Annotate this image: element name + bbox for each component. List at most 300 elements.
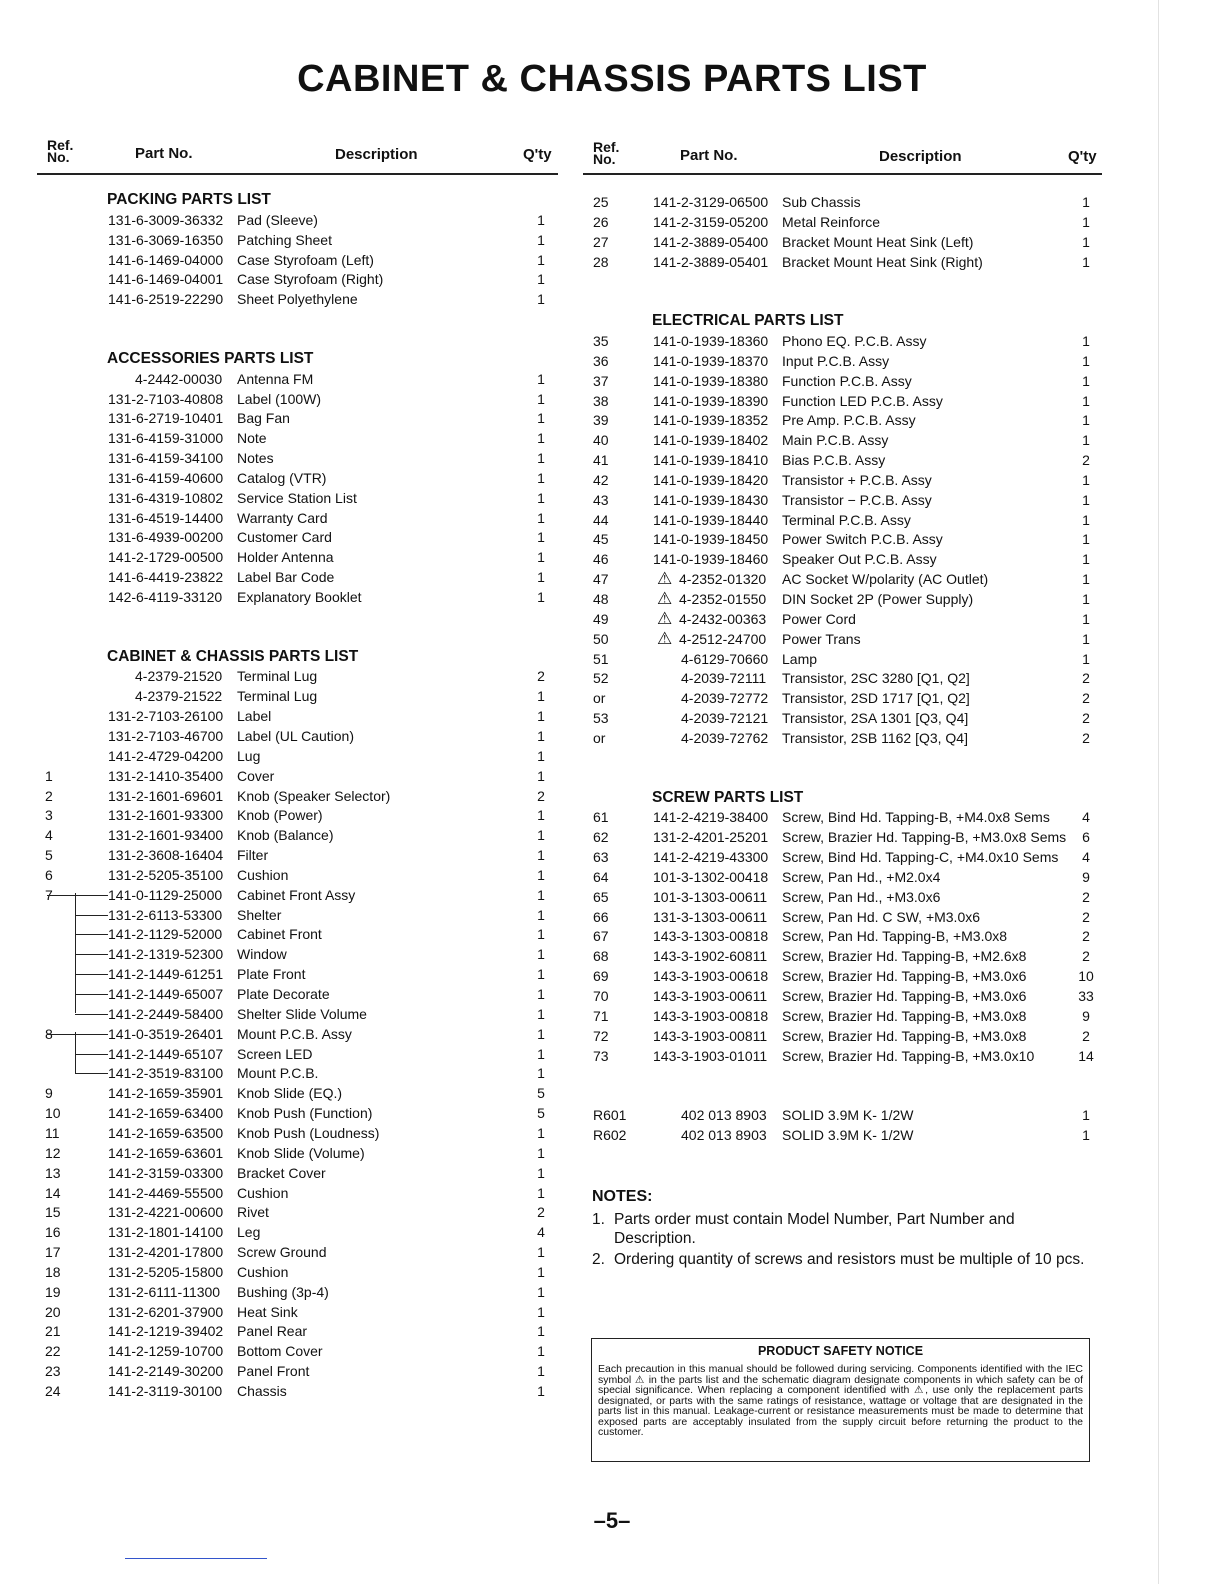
parts-row — [37, 448, 558, 468]
part-description: Input P.C.B. Assy — [782, 352, 890, 369]
ref-number: 67 — [593, 928, 609, 945]
note-number: 2. — [592, 1251, 605, 1268]
part-description: SOLID 3.9M K- 1/2W — [782, 1126, 914, 1143]
part-description: AC Socket W/polarity (AC Outlet) — [782, 571, 989, 588]
ref-number: 20 — [45, 1303, 61, 1320]
parts-row — [583, 331, 1102, 351]
part-number: 131-6-4159-40600 — [108, 469, 224, 486]
parts-row — [37, 527, 558, 547]
parts-row — [37, 1381, 558, 1401]
part-number: 141-2-3159-05200 — [653, 213, 769, 230]
ref-number: 71 — [593, 1007, 609, 1024]
quantity: 1 — [1082, 372, 1090, 389]
blank-row — [37, 607, 558, 627]
part-description: Bushing (3p-4) — [237, 1283, 329, 1300]
ref-header-line1: Ref. — [47, 137, 74, 153]
parts-row — [37, 1044, 558, 1064]
part-description: Transistor, 2SA 1301 [Q3, Q4] — [782, 710, 969, 727]
ref-number: 22 — [45, 1343, 61, 1360]
part-number: 131-6-4319-10802 — [108, 489, 224, 506]
part-number: 402 013 8903 — [681, 1126, 767, 1143]
part-number: 141-2-3159-03300 — [108, 1164, 224, 1181]
quantity: 2 — [1082, 690, 1090, 707]
tree-branch-line — [75, 1014, 108, 1015]
parts-row — [583, 371, 1102, 391]
qty-header-right: Q'ty — [1068, 148, 1097, 165]
part-number: 131-6-3069-16350 — [108, 231, 224, 248]
part-number: 141-2-3129-06500 — [653, 194, 769, 210]
part-description: Transistor, 2SD 1717 [Q1, Q2] — [782, 690, 970, 707]
part-number: 131-2-5205-35100 — [108, 866, 224, 883]
parts-row — [583, 609, 1102, 629]
part-number: 131-6-4159-31000 — [108, 430, 224, 447]
parts-row — [37, 1123, 558, 1143]
quantity: 2 — [1082, 1027, 1090, 1044]
part-description: Phono EQ. P.C.B. Assy — [782, 332, 927, 349]
parts-row — [37, 369, 558, 389]
part-number: 131-3-1303-00611 — [653, 908, 768, 925]
quantity: 1 — [537, 1283, 545, 1300]
safety-notice-title: PRODUCT SAFETY NOTICE — [757, 1344, 924, 1358]
part-description: Explanatory Booklet — [237, 589, 362, 605]
safety-warning-icon: ⚠ — [657, 628, 673, 648]
section-title: ACCESSORIES PARTS LIST — [107, 349, 314, 367]
ref-number: 1 — [45, 767, 53, 784]
note-item-2 — [592, 1250, 1092, 1290]
part-number: 141-2-1319-52300 — [108, 946, 224, 963]
part-number: 131-2-5205-15800 — [108, 1263, 224, 1280]
quantity: 1 — [537, 926, 545, 943]
part-description: Label — [237, 708, 272, 725]
quantity: 1 — [537, 1045, 545, 1062]
parts-row — [37, 766, 558, 786]
quantity: 1 — [1082, 352, 1090, 369]
part-description: Screw, Brazier Hd. Tapping-B, +M3.0x10 — [782, 1047, 1035, 1064]
quantity: 1 — [537, 211, 545, 228]
blank-row — [37, 329, 558, 349]
quantity: 2 — [1082, 452, 1090, 469]
part-description: Sub Chassis — [782, 194, 861, 210]
part-number: 141-2-4469-55500 — [108, 1184, 224, 1201]
part-description: Notes — [237, 450, 274, 467]
quantity: 2 — [537, 668, 545, 685]
part-description: Heat Sink — [237, 1303, 298, 1320]
parts-row — [37, 905, 558, 925]
ref-number: 52 — [593, 670, 609, 687]
ref-number: 64 — [593, 868, 609, 885]
quantity: 1 — [1082, 412, 1090, 429]
ref-number: 9 — [45, 1085, 53, 1102]
parts-row — [37, 1083, 558, 1103]
ref-number: 19 — [45, 1283, 61, 1300]
part-description: Function LED P.C.B. Assy — [782, 392, 943, 409]
part-number: 141-6-1469-04000 — [108, 251, 224, 268]
part-description: Cushion — [237, 1263, 289, 1280]
parts-row — [37, 428, 558, 448]
ref-number: 40 — [593, 432, 609, 449]
footer-rule — [125, 1558, 267, 1559]
ref-number: 48 — [593, 591, 609, 607]
part-description: Knob (Power) — [237, 807, 323, 824]
ref-header-line2: No. — [593, 151, 616, 167]
quantity: 1 — [537, 430, 545, 447]
part-description: Panel Front — [237, 1363, 310, 1380]
parts-row — [583, 1105, 1102, 1125]
quantity: 1 — [537, 708, 545, 725]
ref-number: 36 — [593, 352, 609, 369]
parts-row — [37, 1202, 558, 1222]
part-number: 4-2352-01550 — [679, 591, 767, 607]
quantity: 1 — [1082, 630, 1090, 647]
parts-row — [583, 668, 1102, 688]
quantity: 1 — [537, 1005, 545, 1022]
quantity: 1 — [1082, 571, 1090, 588]
ref-number: 6 — [45, 866, 53, 883]
ref-number: 11 — [45, 1124, 60, 1141]
note-item-1 — [592, 1210, 1092, 1250]
quantity: 5 — [537, 1085, 545, 1102]
part-description: Terminal Lug — [237, 668, 318, 685]
quantity: 4 — [1082, 809, 1090, 826]
parts-row — [583, 351, 1102, 371]
quantity: 1 — [1082, 591, 1090, 607]
part-description: Holder Antenna — [237, 549, 334, 566]
part-number: 131-2-6113-53300 — [108, 906, 223, 923]
ref-number: 68 — [593, 948, 609, 965]
part-description: Pre Amp. P.C.B. Assy — [782, 412, 916, 429]
part-number: 141-0-1939-18380 — [653, 372, 769, 389]
part-number: 4-2039-72772 — [681, 690, 769, 707]
notes-title: NOTES: — [592, 1188, 653, 1205]
part-description: Function P.C.B. Assy — [782, 372, 912, 389]
tree-branch-line — [75, 994, 108, 995]
parts-row — [583, 212, 1102, 232]
parts-row — [37, 230, 558, 250]
parts-row — [583, 589, 1102, 609]
part-description: Knob Slide (Volume) — [237, 1144, 365, 1161]
ref-number: 26 — [593, 213, 609, 230]
tree-branch-line — [47, 1034, 108, 1035]
ref-number: 17 — [45, 1244, 61, 1261]
quantity: 1 — [537, 1303, 545, 1320]
note-number: 1. — [592, 1211, 605, 1228]
parts-row — [37, 408, 558, 428]
part-description: Screw, Pan Hd. C SW, +M3.0x6 — [782, 908, 981, 925]
part-description: Screw, Bind Hd. Tapping-B, +M4.0x8 Sems — [782, 809, 1050, 826]
part-number: 101-3-1302-00418 — [653, 868, 769, 885]
part-number: 131-6-4939-00200 — [108, 529, 224, 546]
section-heading — [37, 349, 558, 369]
part-description: Cushion — [237, 866, 289, 883]
section-title: SCREW PARTS LIST — [652, 788, 804, 806]
ref-number: 16 — [45, 1224, 61, 1241]
ref-number: 27 — [593, 233, 609, 250]
part-description: Screw, Bind Hd. Tapping-C, +M4.0x10 Sems — [782, 849, 1059, 866]
parts-row — [37, 1321, 558, 1341]
part-number: 131-2-1801-14100 — [108, 1224, 224, 1241]
part-description: Knob Slide (EQ.) — [237, 1085, 343, 1102]
parts-row — [583, 946, 1102, 966]
blank-row — [37, 309, 558, 329]
ref-number: 13 — [45, 1164, 61, 1181]
quantity: 1 — [1082, 531, 1090, 548]
part-description: Bottom Cover — [237, 1343, 323, 1360]
parts-row — [583, 708, 1102, 728]
quantity: 1 — [537, 410, 545, 427]
header-rule-right — [583, 173, 1102, 175]
part-description: Customer Card — [237, 529, 332, 546]
part-description: Screw, Pan Hd. Tapping-B, +M3.0x8 — [782, 928, 1008, 945]
part-description: Cover — [237, 767, 275, 784]
ref-number: R602 — [593, 1126, 627, 1143]
part-description: Bias P.C.B. Assy — [782, 452, 886, 469]
quantity: 2 — [1082, 710, 1090, 727]
part-number: 131-2-4221-00600 — [108, 1204, 224, 1221]
quantity: 1 — [537, 1164, 545, 1181]
part-description: Transistor, 2SC 3280 [Q1, Q2] — [782, 670, 970, 687]
parts-row — [37, 1341, 558, 1361]
parts-row — [583, 887, 1102, 907]
parts-row — [37, 1282, 558, 1302]
parts-row — [583, 569, 1102, 589]
quantity: 4 — [1082, 849, 1090, 866]
ref-number: 44 — [593, 511, 609, 528]
ref-number: or — [593, 729, 606, 746]
part-description: Chassis — [237, 1383, 287, 1399]
quantity: 10 — [1078, 968, 1094, 985]
part-number: 141-0-1939-18440 — [653, 511, 769, 528]
blank-row — [583, 768, 1102, 788]
parts-row — [583, 470, 1102, 490]
product-safety-notice — [591, 1338, 1090, 1462]
part-description: Label (100W) — [237, 390, 322, 407]
quantity: 1 — [537, 1184, 545, 1201]
quantity: 14 — [1078, 1047, 1094, 1064]
parts-row — [583, 728, 1102, 748]
part-number: 141-2-1659-63500 — [108, 1124, 224, 1141]
ref-number: 5 — [45, 847, 53, 864]
ref-number: 65 — [593, 888, 609, 905]
ref-number: R601 — [593, 1107, 627, 1124]
part-description: Metal Reinforce — [782, 213, 881, 230]
ref-number: 3 — [45, 807, 53, 824]
tree-branch-line — [75, 954, 108, 955]
part-number: 141-6-2519-22290 — [108, 291, 224, 308]
quantity: 1 — [537, 727, 545, 744]
part-number: 4-2379-21520 — [135, 668, 223, 685]
quantity: 1 — [537, 1343, 545, 1360]
header-rule-left — [37, 173, 558, 175]
ref-number: 50 — [593, 630, 609, 647]
part-description: Cabinet Front Assy — [237, 886, 356, 903]
blank-row — [583, 1065, 1102, 1085]
parts-row — [37, 547, 558, 567]
parts-row — [37, 746, 558, 766]
parts-row — [37, 1242, 558, 1262]
quantity: 1 — [537, 589, 545, 605]
quantity: 1 — [537, 1244, 545, 1261]
parts-row — [583, 986, 1102, 1006]
parts-row — [583, 807, 1102, 827]
ref-number: 69 — [593, 968, 609, 985]
section-heading — [37, 190, 558, 210]
parts-row — [37, 587, 558, 607]
part-number: 141-0-1939-18370 — [653, 352, 769, 369]
part-number: 141-6-4419-23822 — [108, 569, 224, 586]
parts-row — [37, 805, 558, 825]
part-number: 141-2-1659-63601 — [108, 1144, 224, 1161]
quantity: 2 — [1082, 670, 1090, 687]
safety-warning-icon: ⚠ — [657, 608, 673, 628]
part-number: 141-2-1219-39402 — [108, 1323, 224, 1340]
part-number: 143-3-1902-60811 — [653, 948, 768, 965]
part-number: 131-2-7103-46700 — [108, 727, 224, 744]
ref-number: 35 — [593, 332, 609, 349]
parts-row — [583, 688, 1102, 708]
blank-row — [37, 627, 558, 647]
blank-row — [583, 1085, 1102, 1105]
parts-row — [37, 1262, 558, 1282]
parts-row — [583, 529, 1102, 549]
part-number: 131-6-4519-14400 — [108, 509, 224, 526]
part-description: SOLID 3.9M K- 1/2W — [782, 1107, 914, 1124]
part-description: Shelter Slide Volume — [237, 1005, 367, 1022]
part-description: Mount P.C.B. — [237, 1065, 319, 1082]
section-heading — [583, 311, 1102, 331]
section-heading — [583, 788, 1102, 808]
part-description: Cushion — [237, 1184, 289, 1201]
part-description: Knob Push (Function) — [237, 1105, 373, 1122]
ref-number: 4 — [45, 827, 53, 844]
tree-branch-line — [75, 1073, 108, 1074]
ref-number: 66 — [593, 908, 609, 925]
part-description: Pad (Sleeve) — [237, 211, 318, 228]
quantity: 1 — [1082, 491, 1090, 508]
part-description: Case Styrofoam (Left) — [237, 251, 374, 268]
part-number: 131-2-7103-26100 — [108, 708, 224, 725]
ref-number: 18 — [45, 1263, 61, 1280]
part-number: 141-2-3889-05401 — [653, 253, 769, 270]
parts-row — [583, 391, 1102, 411]
quantity: 6 — [1082, 829, 1090, 846]
parts-row — [37, 1183, 558, 1203]
ref-number: 46 — [593, 551, 609, 568]
parts-row — [37, 924, 558, 944]
parts-row — [37, 1302, 558, 1322]
ref-number: 62 — [593, 829, 609, 846]
parts-row — [37, 508, 558, 528]
part-description: Plate Front — [237, 966, 306, 983]
part-description: Lug — [237, 747, 261, 764]
parts-row — [37, 686, 558, 706]
part-description: Screw, Brazier Hd. Tapping-B, +M2.6x8 — [782, 948, 1027, 965]
quantity: 1 — [537, 886, 545, 903]
part-description: Label Bar Code — [237, 569, 335, 586]
note-text: Parts order must contain Model Number, Part Number and Description. — [614, 1211, 1015, 1247]
part-description: Warranty Card — [237, 509, 328, 526]
part-description: Antenna FM — [237, 370, 314, 387]
parts-row — [583, 192, 1102, 212]
part-number: 141-0-1939-18352 — [653, 412, 769, 429]
quantity: 2 — [1082, 729, 1090, 746]
part-description: Panel Rear — [237, 1323, 308, 1340]
ref-number: 10 — [45, 1105, 61, 1122]
ref-number: 63 — [593, 849, 609, 866]
part-description: Knob (Balance) — [237, 827, 334, 844]
parts-row — [37, 1143, 558, 1163]
blank-row — [583, 271, 1102, 291]
quantity: 1 — [537, 251, 545, 268]
part-number: 141-2-2149-30200 — [108, 1363, 224, 1380]
ref-number: 2 — [45, 787, 53, 804]
quantity: 1 — [537, 866, 545, 883]
part-description: Speaker Out P.C.B. Assy — [782, 551, 937, 568]
ref-number: 39 — [593, 412, 609, 429]
part-description: Rivet — [237, 1204, 269, 1221]
part-number: 141-2-1659-63400 — [108, 1105, 224, 1122]
part-number: 141-2-3119-30100 — [108, 1383, 223, 1399]
desc-header-left: Description — [335, 146, 418, 163]
ref-number: 12 — [45, 1144, 61, 1161]
part-description: Power Switch P.C.B. Assy — [782, 531, 943, 548]
part-number: 141-0-1939-18360 — [653, 332, 769, 349]
quantity: 1 — [537, 1124, 545, 1141]
quantity: 1 — [1082, 233, 1090, 250]
part-number: 131-6-2719-10401 — [108, 410, 224, 427]
parts-row — [583, 966, 1102, 986]
part-description: Terminal P.C.B. Assy — [782, 511, 911, 528]
part-number: 141-0-1939-18410 — [653, 452, 769, 469]
blank-row — [583, 748, 1102, 768]
quantity: 1 — [1082, 253, 1090, 270]
parts-row — [37, 964, 558, 984]
ref-number: 51 — [593, 650, 609, 667]
part-number: 141-2-1659-35901 — [108, 1085, 224, 1102]
parts-row — [37, 1222, 558, 1242]
part-description: Lamp — [782, 650, 818, 667]
parts-row — [37, 885, 558, 905]
part-description: Note — [237, 430, 267, 447]
section-title: CABINET & CHASSIS PARTS LIST — [107, 647, 359, 665]
parts-row — [37, 706, 558, 726]
part-number: 131-2-6111-11300 — [108, 1283, 221, 1300]
parts-row — [37, 786, 558, 806]
part-number: 141-0-1939-18460 — [653, 551, 769, 568]
parts-row — [37, 488, 558, 508]
quantity: 1 — [1082, 194, 1090, 210]
part-number: 131-2-4201-25201 — [653, 829, 769, 846]
quantity: 1 — [537, 847, 545, 864]
desc-header-right: Description — [879, 148, 962, 165]
part-number: 143-3-1903-00618 — [653, 968, 769, 985]
quantity: 1 — [537, 1383, 545, 1399]
parts-row — [583, 847, 1102, 867]
part-number: 4-2039-72762 — [681, 729, 769, 746]
parts-row — [37, 845, 558, 865]
quantity: 1 — [1082, 332, 1090, 349]
ref-number: 47 — [593, 571, 609, 588]
part-number: 4-2039-72121 — [681, 710, 769, 727]
quantity: 1 — [1082, 1126, 1090, 1143]
part-description: Screw, Brazier Hd. Tapping-B, +M3.0x8 — [782, 1027, 1027, 1044]
quantity: 5 — [537, 1105, 545, 1122]
quantity: 1 — [537, 966, 545, 983]
part-description: Service Station List — [237, 489, 357, 506]
part-description: Transistor − P.C.B. Assy — [782, 491, 932, 508]
parts-row — [583, 867, 1102, 887]
quantity: 2 — [1082, 888, 1090, 905]
parts-row — [37, 825, 558, 845]
